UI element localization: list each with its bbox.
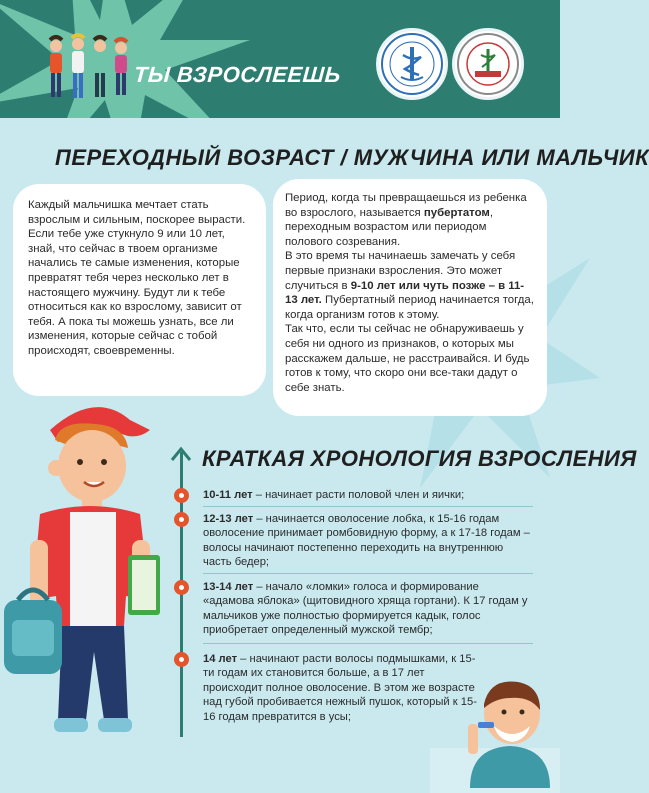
intro-p2-a: В это время ты начинаешь замечать у себя первые признаки взросления. Это может случиться в — [285, 250, 516, 292]
intro-paragraph-2 — [285, 249, 535, 322]
intro-p1-c: , переходным возрастом или периодом полового созревания. — [285, 206, 493, 248]
divider — [203, 643, 533, 644]
divider — [203, 573, 533, 574]
intro-p1-b: пубертатом — [423, 206, 490, 219]
medical-center-emblem-icon — [452, 28, 524, 100]
intro-p1-a: Период, когда ты превращаешься из ребенка во взрослого, называется — [285, 192, 527, 219]
divider — [203, 506, 533, 507]
chronology-text: – начало «ломки» голоса и формирование «адамова яблока» (щитовидного хряща гортани). К 17 годам у мальчиков уже полностью формируется кадык, голос приобретает определенный мужской тембр; — [203, 581, 528, 637]
intro-bubble-right — [273, 179, 547, 416]
header-banner — [0, 0, 560, 118]
shaving-boy-illustration — [430, 668, 560, 793]
boy-with-backpack-illustration — [0, 390, 175, 750]
intro-paragraph-1 — [285, 191, 535, 249]
chronology-text: – начинают расти волосы подмышками, к 15-ти годам их становится больше, а в 17 лет происходит полное оволосение. В этом же возрасте над губой пробивается нежный пушок, который к 15-16 годам превратится в усы; — [203, 653, 477, 723]
chronology-age: 13-14 лет — [203, 581, 254, 593]
timeline-dot — [174, 652, 189, 667]
timeline-dot — [174, 488, 189, 503]
ministry-health-emblem-icon — [376, 28, 448, 100]
chronology-text: – начинается оволосение лобка, к 15-16 годам оволосение принимает ромбовидную форму, а к 17-18 годам – волосы начинают постепенно переходить на внутреннюю часть бедер; — [203, 513, 530, 569]
chronology-text: – начинает расти половой член и яички; — [252, 489, 465, 501]
teens-group-icon — [44, 36, 134, 106]
intro-text-left: Каждый мальчишка мечтает стать взрослым и сильным, поскорее вырасти. Если тебе уже стукнуло 9 или 10 лет, знай, что сейчас в твоем организме начались те самые изменения, которые превратят тебя через несколько лет в настоящего мужчину. Будут ли к тебе относиться как ко взрослому, зависит от тебя. А пока ты можешь узнать, все ли изменения, которые сейчас с тобой происходят, своевременны. — [28, 199, 246, 357]
intro-bubble-left — [13, 184, 266, 396]
timeline-dot — [174, 512, 189, 527]
chronology-age: 10-11 лет — [203, 489, 253, 501]
intro-paragraph-3: Так что, если ты сейчас не обнаруживаешь у себя ни одного из признаков, о которых мы расскажем дальше, не расстраивайся. И будь готов к тому, что скоро они все-таки дадут о себе знать. — [285, 323, 530, 394]
chronology-item — [203, 512, 533, 570]
intro-p2-c: Пубертатный период начинается тогда, когда организм готов к этому. — [285, 294, 534, 321]
chronology-item — [203, 488, 533, 502]
section-title: ПЕРЕХОДНЫЙ ВОЗРАСТ / МУЖЧИНА ИЛИ МАЛЬЧИК — [55, 145, 649, 170]
chronology-age: 14 лет — [203, 653, 238, 665]
chronology-title: КРАТКАЯ ХРОНОЛОГИЯ ВЗРОСЛЕНИЯ — [202, 446, 637, 471]
intro-p2-b: 9-10 лет или чуть позже – в 11-13 лет. — [285, 279, 525, 307]
timeline-dot — [174, 580, 189, 595]
chronology-item — [203, 580, 533, 638]
chronology-age: 12-13 лет — [203, 513, 254, 525]
header-title: ТЫ ВЗРОСЛЕЕШЬ — [133, 62, 342, 87]
